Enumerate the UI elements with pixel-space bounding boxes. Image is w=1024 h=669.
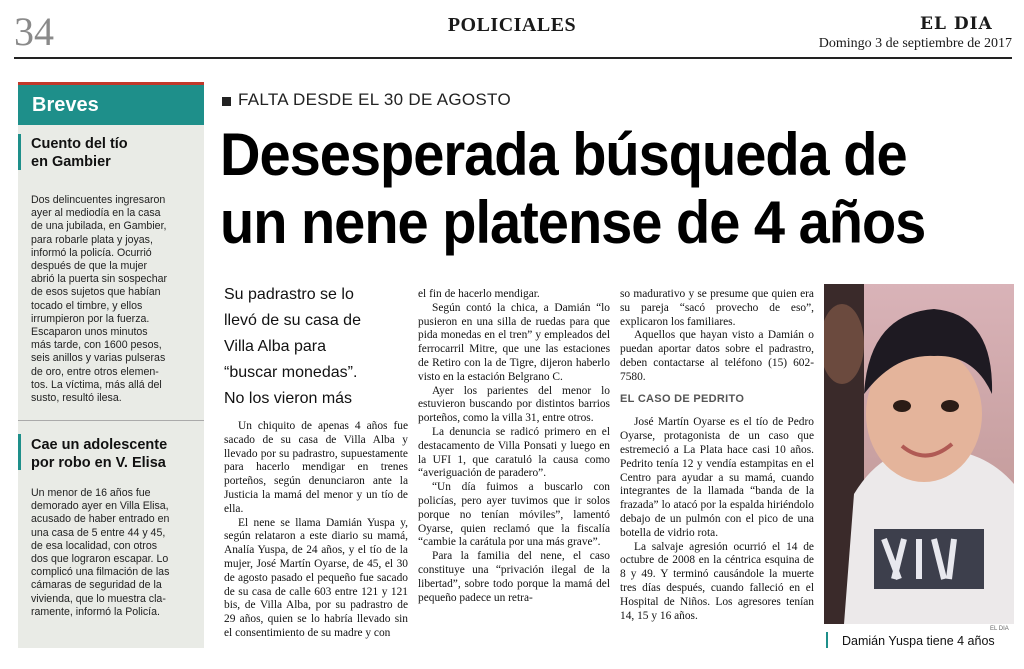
brief-body-line: más tarde, con 1600 pesos,: [31, 339, 162, 352]
child-photo-illustration: [824, 284, 1014, 624]
article-column-1: [224, 420, 408, 641]
brief-body: [31, 487, 203, 619]
sidebar-briefs: [18, 82, 204, 648]
article-paragraph: Para la familia del nene, el caso constituye una “privación ilegal de la libertad”, sobre todo porque la mamá del pequeño padece un retra-: [418, 550, 610, 604]
brief-body: [31, 194, 203, 405]
brief-body-line: complicó una filmación de las: [31, 566, 170, 579]
brief-title: [31, 135, 128, 171]
brief-body-line: ramente, informó la Policía.: [31, 605, 160, 618]
headline: un nene platense de 4 años: [220, 187, 926, 256]
article-paragraph: José Martín Oyarse es el tío de Pedro Oyarse, protagonista de un caso que estremeció a La Plata hace casi 10 años. Pedrito tenía 12 y vendía estampitas en el Centro para ayudar a su mamá, cuando integrantes de la llamada “banda de la frazada” lo atacó por la espalda hiriéndolo debajo de un pulmón con el pico de una botella de vidrio rota.: [620, 416, 814, 539]
article-paragraph: La salvaje agresión ocurrió el 14 de octubre de 2008 en la céntrica esquina de 8 y 49. Y terminó causándole la muerte tres días después, cuando falleció en el Hospital de Niños. Los agresores tenían 14, 15 y 16 años.: [620, 540, 814, 622]
article-paragraph: Ayer los parientes del menor lo estuvieron buscando por distintos barrios porteños, como la villa 31, entre otros.: [418, 384, 610, 425]
brief-title-line: por robo en V. Elisa: [31, 455, 166, 471]
brief-body-line: de esa localidad, con otros: [31, 539, 158, 552]
article-paragraph: “Un día fuimos a buscarlo con policías, pero ayer tuvimos que ir solos porque no tenían móviles”, lamentó Oyarse, quien reclamó que la fiscalía “cambie la carátula por una más grave”.: [418, 481, 610, 549]
subhead-line: Villa Alba para: [224, 338, 326, 355]
headline: Desesperada búsqueda de: [220, 119, 907, 188]
brief-body-line: abrió la puerta sin sospechar: [31, 273, 168, 286]
article-paragraph: El nene se llama Damián Yuspa y, según relataron a este diario su mamá, Analía Yuspa, de 24 años, y el tío de la mujer, José Martín Oyarse, de 45, el 30 de agosto pasado el pequeño fue sacado de su casa de calle 603 entre 121 y 121 bis, de Villa Alba, por su padrastro de 29 años, quien se lo habría llevado sin el consentimiento de su madre y con: [224, 516, 408, 639]
article-column-2: [418, 288, 610, 605]
brief-accent-bar: [18, 134, 21, 170]
brief-body-line: informó la policía. Ocurrió: [31, 246, 152, 259]
brief-body-line: susto, resultó ilesa.: [31, 392, 122, 405]
article-paragraph: el fin de hacerlo mendigar.: [418, 288, 540, 300]
article-paragraph: La denuncia se radicó primero en el destacamento de Villa Ponsati y luego en la UFI 1, que caratuló la causa como “averiguación de paradero”.: [418, 425, 610, 480]
kicker-bullet: [222, 97, 231, 106]
brief-body-line: Dos delincuentes ingresaron: [31, 194, 166, 206]
brief-body-line: seis anillos y varias pulseras: [31, 352, 166, 365]
subhead-line: “buscar monedas”.: [224, 364, 358, 381]
subhead-line: llevó de su casa de: [224, 312, 361, 329]
brief-body-line: ayer al mediodía en la casa: [31, 207, 161, 220]
brief-title-line: en Gambier: [31, 154, 111, 170]
brief-body-line: vivienda, que lo muestra cla-: [31, 592, 166, 605]
date-line: Domingo 3 de septiembre de 2017: [818, 36, 1012, 51]
brief-body-line: de una jubilada, en Gambier,: [31, 220, 167, 233]
brief-body-line: dos que lograron escapar. Lo: [31, 553, 169, 566]
sidebar-header: [18, 85, 204, 125]
kicker: FALTA DESDE EL 30 DE AGOSTO: [238, 90, 511, 109]
brief-body-line: de oro, entre otros elemen-: [31, 365, 159, 378]
brief-body-line: Escaparon unos minutos: [31, 326, 148, 339]
brief-body-line: tos. La víctima, más allá del: [31, 378, 162, 391]
caption-accent-bar: [826, 632, 828, 648]
photo-caption: Damián Yuspa tiene 4 años: [842, 634, 995, 648]
child-photo: [824, 284, 1014, 624]
brief-body-line: tocado el timbre, y ellos: [31, 299, 143, 312]
photo-credit: EL DIA: [990, 626, 1009, 632]
brief-body-line: para robarle plata y joyas,: [31, 233, 153, 246]
article-paragraph: so madurativo y se presume que quien era su pareja “sacó provecho de eso”, explicaron los familiares.: [620, 288, 814, 328]
article-column-3: [620, 288, 814, 623]
brief-title: [31, 436, 167, 472]
header-rule: [14, 57, 1012, 59]
article-paragraph: Aquellos que hayan visto a Damián o puedan aportar datos sobre el padrastro, deben contactarse al teléfono (15) 602-7580.: [620, 329, 814, 383]
subhead: [224, 282, 404, 412]
section-title: POLICIALES: [447, 14, 577, 36]
brief-body-line: acusado de haber entrado en: [31, 513, 170, 526]
brief-title-line: Cae un adolescente: [31, 437, 168, 453]
brief-body-line: una casa de 5 entre 44 y 45,: [31, 526, 166, 539]
subhead-line: Su padrastro se lo: [224, 286, 354, 303]
brief-body-line: irrumpieron por la fuerza.: [31, 312, 150, 325]
sidebar-title: Breves: [32, 94, 99, 116]
brief-body-line: de esos sujetos que habían: [31, 286, 161, 299]
brief-body-line: después de que la mujer: [31, 260, 148, 273]
brief-title-line: Cuento del tío: [31, 136, 128, 152]
article-paragraph: Según contó la chica, a Damián “lo pusieron en una silla de ruedas para que pida monedas en el tren” y empleados del ferrocarril Mitre, que une las estaciones de Retiro con la de Tigre, dijeron haberlo visto en la estación Belgrano C.: [418, 301, 610, 383]
brief-body-line: Un menor de 16 años fue: [31, 487, 151, 499]
masthead-logo: EL DIA: [920, 14, 993, 34]
brief-body-line: cámaras de seguridad de la: [31, 579, 162, 592]
page-number: 34: [14, 9, 54, 54]
brief-body-line: demorado ayer en Villa Elisa,: [31, 500, 169, 513]
brief-separator: [18, 420, 204, 421]
article-paragraph: Un chiquito de apenas 4 años fue sacado de su casa de Villa Alba y llevado por su padrastro, supuestamente para hacerlo mendigar en trenes porteños, según denunciaron ante la Justicia la mamá del menor y un tío de ella.: [224, 420, 408, 515]
subhead-line: No los vieron más: [224, 390, 353, 407]
case-subheading: EL CASO DE PEDRITO: [620, 392, 745, 405]
brief-accent-bar: [18, 434, 21, 470]
